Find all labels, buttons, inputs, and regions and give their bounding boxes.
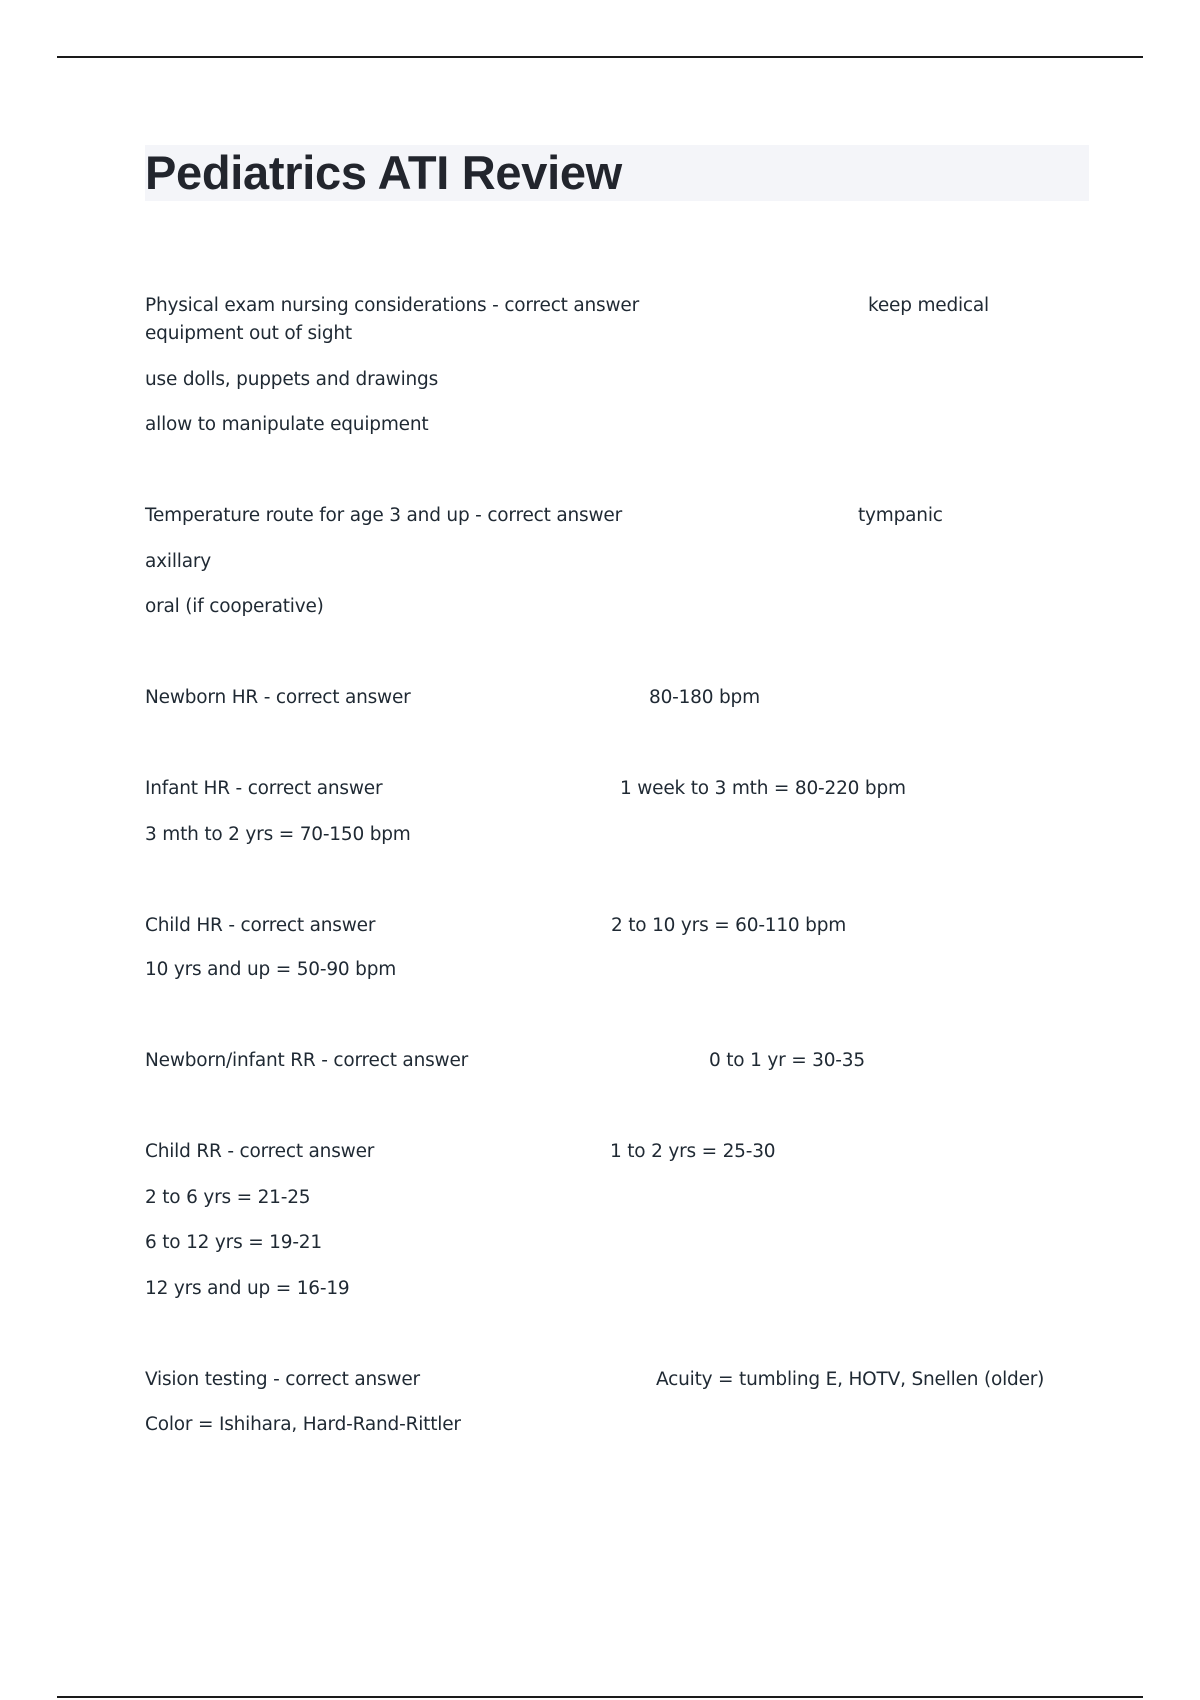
card-answer-line: 2 to 6 yrs = 21-25 — [145, 1187, 311, 1208]
card-question: Newborn HR - correct answer — [145, 687, 411, 708]
card-answer-line: axillary — [145, 551, 211, 572]
card-answer-line: oral (if cooperative) — [145, 596, 324, 617]
header-rule — [57, 56, 1143, 58]
card-answer-line: 12 yrs and up = 16-19 — [145, 1278, 350, 1299]
card-answer: 80-180 bpm — [649, 687, 760, 708]
card-answer-line: Color = Ishihara, Hard-Rand-Rittler — [145, 1414, 461, 1435]
card-answer: tympanic — [858, 505, 943, 526]
card-answer: 0 to 1 yr = 30-35 — [709, 1050, 865, 1071]
card-question: Vision testing - correct answer — [145, 1369, 420, 1390]
card-answer: keep medical — [868, 295, 989, 316]
card-answer: 2 to 10 yrs = 60-110 bpm — [611, 915, 847, 936]
card-answer-line: 10 yrs and up = 50-90 bpm — [145, 959, 397, 980]
card-question: Temperature route for age 3 and up - correct answer — [145, 505, 623, 526]
card-question: Infant HR - correct answer — [145, 778, 383, 799]
card-question: Child HR - correct answer — [145, 915, 376, 936]
card-answer: 1 week to 3 mth = 80-220 bpm — [620, 778, 906, 799]
card-answer: Acuity = tumbling E, HOTV, Snellen (older) — [656, 1369, 1045, 1390]
page-title: Pediatrics ATI Review — [145, 146, 622, 199]
card-question: Newborn/infant RR - correct answer — [145, 1050, 469, 1071]
card-question: Child RR - correct answer — [145, 1141, 375, 1162]
card-answer-continued: equipment out of sight — [145, 323, 352, 344]
card-answer-line: use dolls, puppets and drawings — [145, 369, 439, 390]
card-answer-line: allow to manipulate equipment — [145, 414, 429, 435]
card-answer-line: 6 to 12 yrs = 19-21 — [145, 1232, 322, 1253]
card-answer-line: 3 mth to 2 yrs = 70-150 bpm — [145, 824, 411, 845]
card-answer: 1 to 2 yrs = 25-30 — [610, 1141, 776, 1162]
footer-rule — [57, 1696, 1143, 1698]
card-question: Physical exam nursing considerations - correct answer — [145, 295, 640, 316]
